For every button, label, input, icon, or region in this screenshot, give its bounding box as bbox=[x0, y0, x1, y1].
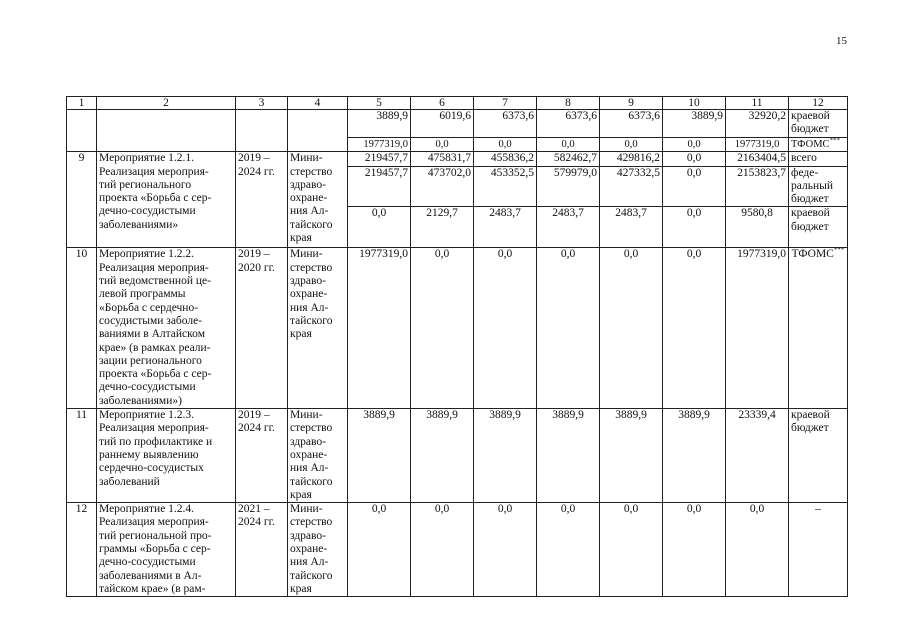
executor-cell: Мини- стерство здраво- охране- ния Ал- тайского края bbox=[288, 409, 348, 503]
value-cell: 3889,9 bbox=[600, 409, 663, 503]
value-cell: 2153823,7 bbox=[726, 166, 789, 207]
carry-cell-empty bbox=[97, 110, 236, 152]
period-cell: 2019 – 2024 гг. bbox=[236, 409, 288, 503]
budget-table bbox=[66, 96, 848, 597]
value-cell: 0,0 bbox=[537, 503, 600, 597]
value-cell: 473702,0 bbox=[411, 166, 474, 207]
value-cell: 0,0 bbox=[663, 207, 726, 248]
value-cell: 6373,6 bbox=[474, 110, 537, 138]
column-number: 6 bbox=[411, 97, 474, 110]
value-cell: 0,0 bbox=[663, 152, 726, 166]
value-cell: 0,0 bbox=[600, 138, 663, 152]
value-cell: 0,0 bbox=[537, 138, 600, 152]
source-cell: ТФОМС*** bbox=[789, 138, 848, 152]
column-number: 1 bbox=[67, 97, 97, 110]
column-number: 9 bbox=[600, 97, 663, 110]
source-cell: краевой бюджет bbox=[789, 207, 848, 248]
value-cell: 0,0 bbox=[411, 503, 474, 597]
page-number: 15 bbox=[836, 35, 847, 47]
value-cell: 6019,6 bbox=[411, 110, 474, 138]
value-cell: 2483,7 bbox=[537, 207, 600, 248]
value-cell: 3889,9 bbox=[411, 409, 474, 503]
value-cell: 429816,2 bbox=[600, 152, 663, 166]
source-cell: всего bbox=[789, 152, 848, 166]
column-number: 5 bbox=[348, 97, 411, 110]
table-row bbox=[67, 503, 848, 597]
row-number: 11 bbox=[67, 409, 97, 503]
column-number: 12 bbox=[789, 97, 848, 110]
value-cell: 427332,5 bbox=[600, 166, 663, 207]
value-cell: 0,0 bbox=[600, 503, 663, 597]
measure-name: Мероприятие 1.2.2. Реализация мероприя- тий ведомственной це- левой программы «Борьба с сердечно- сосудистыми заболе- ваниями в Алтайском крае» (в рамках реали- зации регионального проекта «Борьба с сер- дечно-сосудистыми заболеваниями») bbox=[97, 248, 236, 409]
value-cell: 0,0 bbox=[663, 248, 726, 409]
source-cell: феде- ральный бюджет bbox=[789, 166, 848, 207]
executor-cell: Мини- стерство здраво- охране- ния Ал- тайского края bbox=[288, 248, 348, 409]
value-cell: 1977319,0 bbox=[726, 138, 789, 152]
value-cell: 0,0 bbox=[474, 248, 537, 409]
value-cell: 6373,6 bbox=[537, 110, 600, 138]
value-cell: 0,0 bbox=[474, 138, 537, 152]
value-cell: 23339,4 bbox=[726, 409, 789, 503]
column-number: 7 bbox=[474, 97, 537, 110]
value-cell: 0,0 bbox=[663, 503, 726, 597]
table-row bbox=[67, 152, 848, 166]
value-cell: 3889,9 bbox=[537, 409, 600, 503]
period-cell: 2021 – 2024 гг. bbox=[236, 503, 288, 597]
row-number: 9 bbox=[67, 152, 97, 248]
value-cell: 582462,7 bbox=[537, 152, 600, 166]
column-number-header bbox=[67, 97, 848, 110]
column-number: 3 bbox=[236, 97, 288, 110]
column-number: 8 bbox=[537, 97, 600, 110]
measure-name: Мероприятие 1.2.4. Реализация мероприя- тий региональной про- граммы «Борьба с сер- дечно-сосудистыми заболеваниями в Ал- тайском крае» (в рам- bbox=[97, 503, 236, 597]
column-number: 10 bbox=[663, 97, 726, 110]
carry-cell-empty bbox=[67, 110, 97, 152]
period-cell: 2019 – 2024 гг. bbox=[236, 152, 288, 248]
value-cell: 0,0 bbox=[411, 138, 474, 152]
measure-name: Мероприятие 1.2.3. Реализация мероприя- тий по профилактике и раннему выявлению сердечно-сосудистых заболеваний bbox=[97, 409, 236, 503]
executor-cell: Мини- стерство здраво- охране- ния Ал- тайского края bbox=[288, 152, 348, 248]
carry-cell-empty bbox=[236, 110, 288, 152]
value-cell: 2483,7 bbox=[474, 207, 537, 248]
value-cell: 3889,9 bbox=[663, 110, 726, 138]
column-number: 11 bbox=[726, 97, 789, 110]
carry-row-regional bbox=[67, 110, 848, 138]
value-cell: 32920,2 bbox=[726, 110, 789, 138]
value-cell: 0,0 bbox=[537, 248, 600, 409]
column-number: 2 bbox=[97, 97, 236, 110]
value-cell: 3889,9 bbox=[348, 110, 411, 138]
source-cell: – bbox=[789, 503, 848, 597]
value-cell: 1977319,0 bbox=[726, 248, 789, 409]
source-cell: краевой бюджет bbox=[789, 409, 848, 503]
value-cell: 0,0 bbox=[474, 503, 537, 597]
value-cell: 0,0 bbox=[663, 166, 726, 207]
period-cell: 2019 – 2020 гг. bbox=[236, 248, 288, 409]
row-number: 10 bbox=[67, 248, 97, 409]
table-row bbox=[67, 248, 848, 409]
carry-cell-empty bbox=[288, 110, 348, 152]
value-cell: 475831,7 bbox=[411, 152, 474, 166]
value-cell: 0,0 bbox=[411, 248, 474, 409]
table-row bbox=[67, 409, 848, 503]
value-cell: 455836,2 bbox=[474, 152, 537, 166]
value-cell: 3889,9 bbox=[474, 409, 537, 503]
value-cell: 3889,9 bbox=[348, 409, 411, 503]
value-cell: 0,0 bbox=[348, 207, 411, 248]
column-number: 4 bbox=[288, 97, 348, 110]
value-cell: 0,0 bbox=[726, 503, 789, 597]
source-cell: ТФОМС*** bbox=[789, 248, 848, 409]
value-cell: 219457,7 bbox=[348, 152, 411, 166]
value-cell: 6373,6 bbox=[600, 110, 663, 138]
row-number: 12 bbox=[67, 503, 97, 597]
measure-name: Мероприятие 1.2.1. Реализация мероприя- тий регионального проекта «Борьба с сер- дечно-сосудистыми заболеваниями» bbox=[97, 152, 236, 248]
value-cell: 0,0 bbox=[600, 248, 663, 409]
source-cell: краевой бюджет bbox=[789, 110, 848, 138]
value-cell: 453352,5 bbox=[474, 166, 537, 207]
value-cell: 0,0 bbox=[663, 138, 726, 152]
value-cell: 2483,7 bbox=[600, 207, 663, 248]
value-cell: 1977319,0 bbox=[348, 248, 411, 409]
value-cell: 579979,0 bbox=[537, 166, 600, 207]
value-cell: 3889,9 bbox=[663, 409, 726, 503]
value-cell: 1977319,0 bbox=[348, 138, 411, 152]
value-cell: 0,0 bbox=[348, 503, 411, 597]
executor-cell: Мини- стерство здраво- охране- ния Ал- тайского края bbox=[288, 503, 348, 597]
value-cell: 9580,8 bbox=[726, 207, 789, 248]
value-cell: 2129,7 bbox=[411, 207, 474, 248]
value-cell: 2163404,5 bbox=[726, 152, 789, 166]
value-cell: 219457,7 bbox=[348, 166, 411, 207]
